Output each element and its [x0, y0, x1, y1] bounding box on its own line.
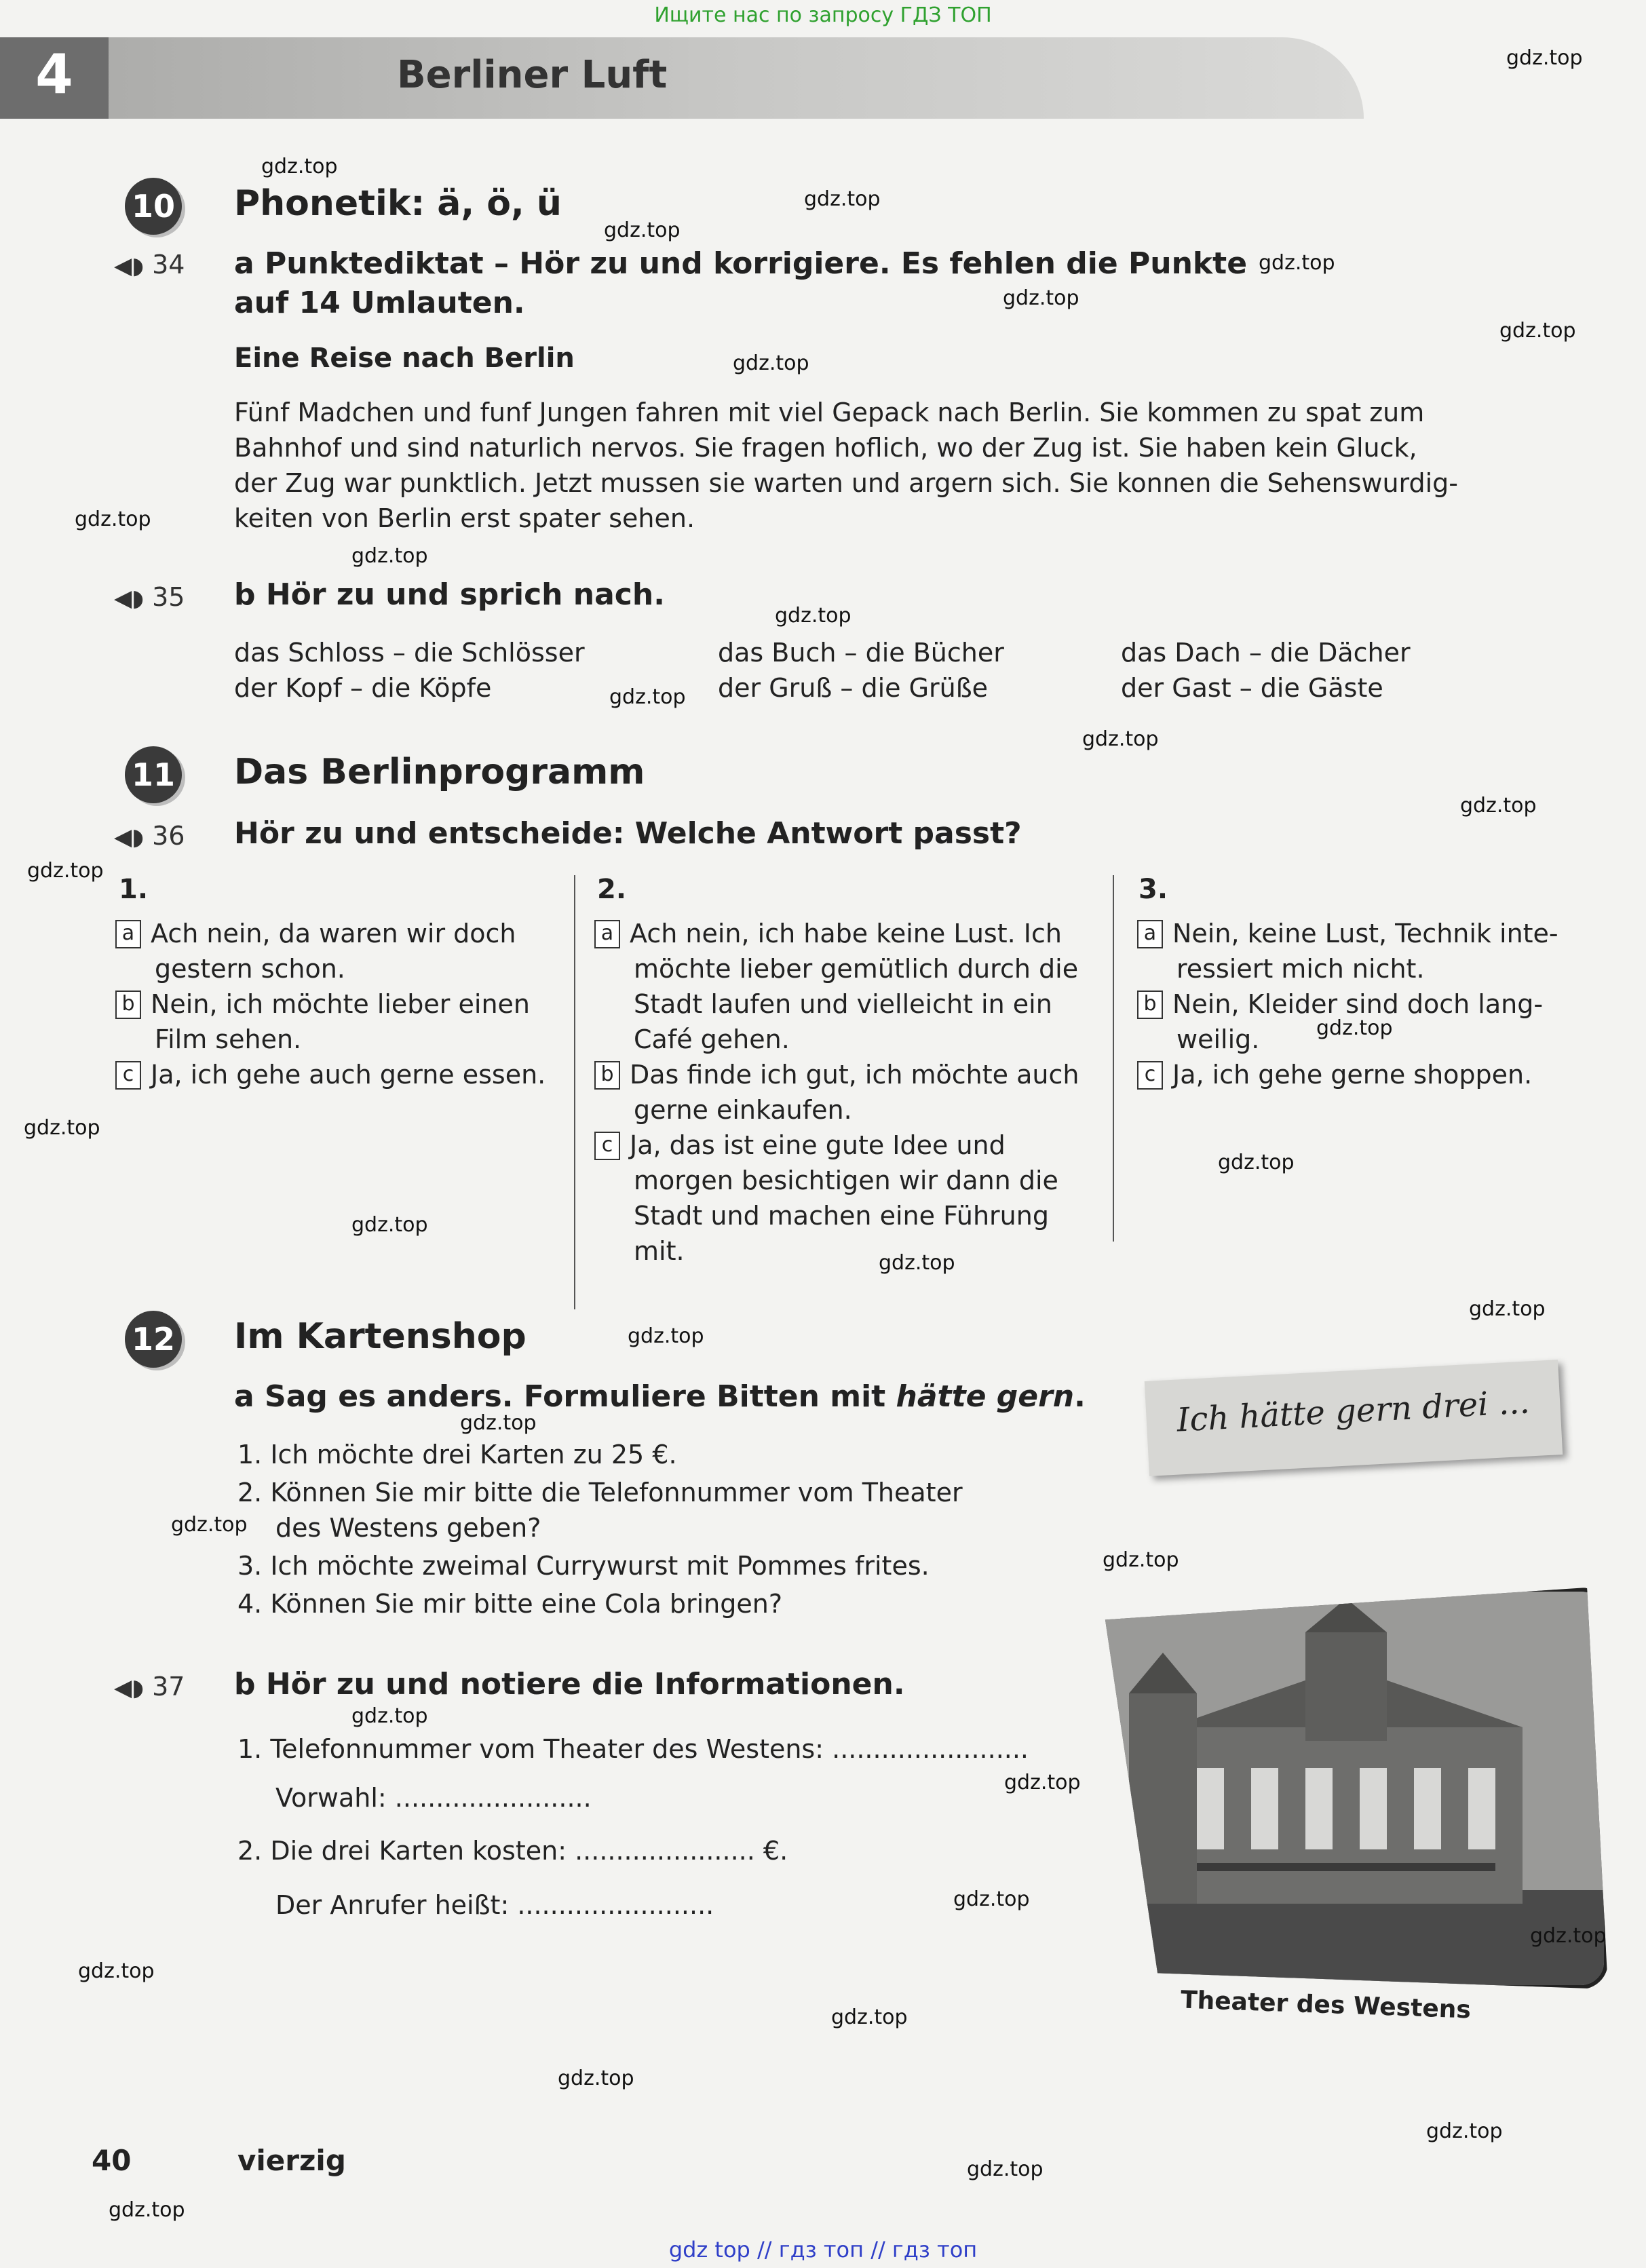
audio-track-36[interactable] — [114, 821, 185, 851]
option-letter-box[interactable]: c — [594, 1132, 620, 1160]
answer-option-line: Film sehen. — [155, 1024, 302, 1054]
option-letter-box[interactable]: a — [594, 920, 620, 948]
speaker-icon: ◀◗ — [114, 585, 145, 612]
ex10a-task-line1: a Punktediktat – Hör zu und korrigiere. Es fehlen die Punkte — [234, 246, 1248, 281]
sticky-note: Ich hätte gern drei ... — [1145, 1360, 1563, 1476]
watermark: gdz.top — [775, 604, 851, 628]
ex12b-line: 1. Telefonnummer vom Theater des Westens: ........................ — [237, 1734, 1029, 1764]
ex10a-task-line2: auf 14 Umlauten. — [234, 286, 525, 320]
ex12a-item: 1. Ich möchte drei Karten zu 25 €. — [237, 1440, 677, 1469]
watermark: gdz.top — [261, 155, 338, 178]
watermark: gdz.top — [1506, 46, 1583, 70]
watermark: gdz.top — [879, 1251, 955, 1275]
option-letter-box[interactable]: c — [115, 1061, 141, 1090]
exercise-12-badge: 12 — [125, 1311, 182, 1368]
watermark: gdz.top — [1003, 286, 1079, 310]
option-letter-box[interactable]: a — [1137, 920, 1163, 948]
ex12b-line: Der Anrufer heißt: ........................ — [275, 1890, 714, 1920]
watermark: gdz.top — [953, 1887, 1030, 1911]
watermark: gdz.top — [460, 1411, 537, 1435]
answer-option-line: morgen besichtigen wir dann die — [634, 1166, 1058, 1195]
answer-option[interactable]: a Nein, keine Lust, Technik inte- — [1137, 916, 1585, 951]
watermark: gdz.top — [558, 2067, 634, 2090]
exercise-11-badge: 11 — [125, 746, 182, 803]
word-pair: der Gruß – die Grüße — [718, 673, 989, 703]
top-banner: Ищите нас по запросу ГДЗ ТОП — [654, 3, 992, 27]
watermark: gdz.top — [1426, 2119, 1503, 2143]
watermark: gdz.top — [1259, 251, 1335, 275]
answer-option[interactable]: a Ach nein, da waren wir doch — [115, 916, 556, 951]
audio-track-34[interactable] — [114, 250, 185, 280]
chapter-title: Berliner Luft — [397, 53, 668, 97]
ex12a-item: 4. Können Sie mir bitte eine Cola bringen? — [237, 1589, 782, 1619]
option-letter-box[interactable]: c — [1137, 1061, 1163, 1090]
answer-option-line: gestern schon. — [155, 954, 345, 984]
speaker-icon: ◀◗ — [114, 1674, 145, 1702]
ex10b-task: b Hör zu und sprich nach. — [234, 577, 665, 612]
ex11-task: Hör zu und entscheide: Welche Antwort passt? — [234, 816, 1022, 851]
watermark: gdz.top — [27, 859, 104, 883]
text-line: der Zug war punktlich. Jetzt mussen sie warten und argern sich. Sie konnen die Sehenswurdig- — [234, 468, 1458, 498]
speaker-icon: ◀◗ — [114, 824, 145, 851]
watermark: gdz.top — [1316, 1016, 1393, 1040]
watermark: gdz.top — [351, 544, 428, 568]
ex12a-task: a Sag es anders. Formuliere Bitten mit hätte gern. — [234, 1379, 1086, 1414]
watermark: gdz.top — [804, 187, 881, 211]
column-divider — [574, 875, 575, 1309]
answer-option-line: gerne einkaufen. — [634, 1095, 852, 1125]
watermark: gdz.top — [967, 2157, 1044, 2181]
answer-option-line: ressiert mich nicht. — [1176, 954, 1425, 984]
watermark: gdz.top — [628, 1324, 704, 1348]
answer-option[interactable]: a Ach nein, ich habe keine Lust. Ich — [594, 916, 1096, 951]
ex12a-item-continued: des Westens geben? — [275, 1513, 541, 1543]
question-number: 3. — [1138, 874, 1168, 905]
answer-option[interactable]: c Ja, ich gehe gerne shoppen. — [1137, 1057, 1585, 1092]
exercise-10-title: Phonetik: ä, ö, ü — [234, 183, 562, 224]
word-pair: der Gast – die Gäste — [1121, 673, 1383, 703]
audio-track-number: 35 — [152, 582, 185, 612]
watermark: gdz.top — [351, 1704, 428, 1728]
bottom-banner: gdz top // гдз топ // гдз топ — [668, 2237, 978, 2263]
watermark: gdz.top — [733, 351, 809, 375]
question-number: 2. — [597, 874, 627, 905]
answer-option-line: Stadt und machen eine Führung — [634, 1201, 1049, 1231]
speaker-icon: ◀◗ — [114, 252, 145, 280]
audio-track-35[interactable] — [114, 582, 185, 612]
page-number: 40 — [92, 2144, 132, 2177]
ex12b-line: 2. Die drei Karten kosten: ...................... €. — [237, 1836, 788, 1866]
answer-option-line: weilig. — [1176, 1024, 1260, 1054]
exercise-11-title: Das Berlinprogramm — [234, 752, 645, 792]
word-pair: das Dach – die Dächer — [1121, 638, 1411, 668]
option-letter-box[interactable]: b — [1137, 991, 1163, 1019]
exercise-12-title: Im Kartenshop — [234, 1316, 527, 1357]
chapter-number: 4 — [0, 37, 109, 119]
watermark: gdz.top — [604, 218, 681, 242]
text-line: keiten von Berlin erst spater sehen. — [234, 503, 695, 533]
audio-track-number: 37 — [152, 1672, 185, 1702]
audio-track-37[interactable] — [114, 1672, 185, 1702]
watermark: gdz.top — [1218, 1151, 1295, 1174]
ex12a-item: 2. Können Sie mir bitte die Telefonnummer vom Theater — [237, 1478, 963, 1507]
option-letter-box[interactable]: a — [115, 920, 141, 948]
theater-building-illustration — [1088, 1592, 1604, 1985]
watermark: gdz.top — [1530, 1924, 1607, 1948]
word-pair: der Kopf – die Köpfe — [234, 673, 492, 703]
watermark: gdz.top — [1499, 319, 1576, 343]
word-pair: das Buch – die Bücher — [718, 638, 1004, 668]
question-number: 1. — [119, 874, 149, 905]
text-heading: Eine Reise nach Berlin — [234, 343, 575, 374]
audio-track-number: 34 — [152, 250, 185, 280]
watermark: gdz.top — [831, 2005, 908, 2029]
watermark: gdz.top — [24, 1116, 100, 1140]
answer-option-line: Café gehen. — [634, 1024, 790, 1054]
watermark: gdz.top — [1103, 1548, 1179, 1572]
page-word: vierzig — [237, 2144, 346, 2177]
answer-option[interactable]: b Nein, ich möchte lieber einen — [115, 986, 556, 1022]
watermark: gdz.top — [1460, 794, 1537, 818]
answer-option[interactable]: c Ja, ich gehe auch gerne essen. — [115, 1057, 570, 1092]
answer-option-line: Stadt laufen und vielleicht in ein — [634, 989, 1052, 1019]
option-letter-box[interactable]: b — [115, 991, 141, 1019]
watermark: gdz.top — [351, 1213, 428, 1237]
answer-option[interactable]: b Nein, Kleider sind doch lang- — [1137, 986, 1585, 1022]
watermark: gdz.top — [1082, 727, 1159, 751]
option-letter-box[interactable]: b — [594, 1061, 620, 1090]
ex12b-task: b Hör zu und notiere die Informationen. — [234, 1667, 905, 1702]
watermark: gdz.top — [75, 507, 151, 531]
answer-option[interactable]: b Das finde ich gut, ich möchte auch — [594, 1057, 1096, 1092]
word-pair: das Schloss – die Schlösser — [234, 638, 585, 668]
answer-option[interactable]: c Ja, das ist eine gute Idee und — [594, 1128, 1096, 1163]
photo-caption: Theater des Westens — [1180, 1986, 1472, 2024]
ex12a-item: 3. Ich möchte zweimal Currywurst mit Pommes frites. — [237, 1551, 930, 1581]
exercise-10-badge: 10 — [125, 178, 182, 235]
watermark: gdz.top — [1469, 1297, 1546, 1321]
column-divider — [1113, 875, 1114, 1242]
text-line: Fünf Madchen und funf Jungen fahren mit viel Gepack nach Berlin. Sie kommen zu spat zum — [234, 398, 1425, 427]
text-line: Bahnhof und sind naturlich nervos. Sie fragen hoflich, wo der Zug ist. Sie haben kein Gluck, — [234, 433, 1417, 463]
chapter-header-band — [0, 37, 1364, 119]
watermark: gdz.top — [1004, 1771, 1081, 1794]
watermark: gdz.top — [78, 1959, 155, 1983]
answer-option-line: möchte lieber gemütlich durch die — [634, 954, 1079, 984]
ex12b-line: Vorwahl: ........................ — [275, 1783, 592, 1813]
audio-track-number: 36 — [152, 821, 185, 851]
watermark: gdz.top — [609, 685, 686, 709]
watermark: gdz.top — [171, 1513, 248, 1537]
answer-option-line: mit. — [634, 1236, 685, 1266]
watermark: gdz.top — [109, 2198, 185, 2222]
